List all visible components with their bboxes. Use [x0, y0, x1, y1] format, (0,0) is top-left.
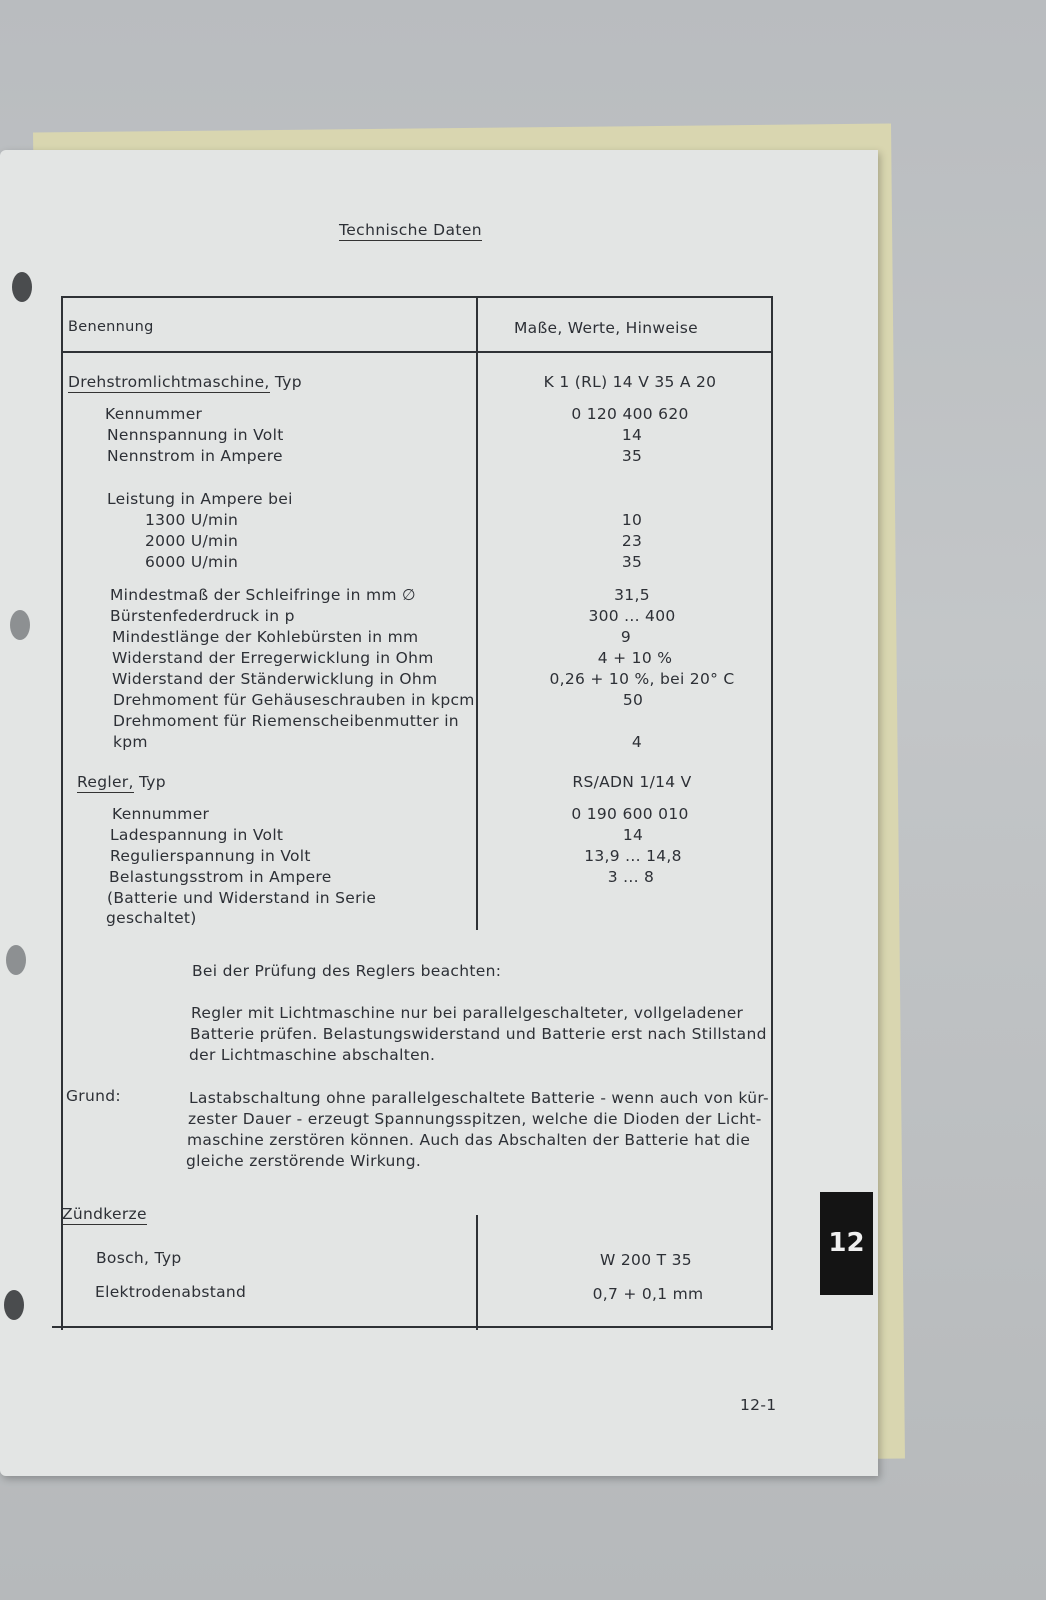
reason-line: zester Dauer - erzeugt Spannungsspitzen, welche die Dioden der Licht-: [188, 1110, 762, 1128]
row-value: 0 190 600 010: [571, 805, 689, 823]
row-label: geschaltet): [106, 909, 197, 927]
table-top-border: [61, 296, 773, 298]
row-label: Kennummer: [105, 405, 203, 423]
row-label: 6000 U/min: [145, 553, 239, 571]
reason-line: Lastabschaltung ohne parallelgeschaltete Batterie - wenn auch von kür-: [189, 1089, 769, 1107]
page-title: Technische Daten: [339, 221, 483, 239]
spark-plug-label: [62, 1205, 147, 1223]
row-label: Drehmoment für Gehäuseschrauben in kpcm: [113, 691, 475, 709]
punch-hole: [12, 272, 32, 302]
row-label: Bosch, Typ: [96, 1249, 182, 1267]
reason-line: gleiche zerstörende Wirkung.: [186, 1152, 422, 1170]
page-number: 12-1: [740, 1396, 777, 1414]
header-benennung: Benennung: [68, 319, 154, 335]
row-label: Widerstand der Erregerwicklung in Ohm: [112, 649, 434, 667]
regulator-label-text: Regler,: [77, 773, 134, 791]
header-werte: Maße, Werte, Hinweise: [513, 319, 699, 337]
row-label: Elektrodenabstand: [95, 1283, 247, 1301]
row-label: 1300 U/min: [145, 511, 239, 529]
alternator-label-suffix: Typ: [274, 373, 302, 391]
row-value: 14: [621, 426, 643, 444]
row-value: 0,7 + 0,1 mm: [592, 1285, 704, 1303]
row-label: kpm: [113, 733, 148, 751]
row-label: Bürstenfederdruck in p: [110, 607, 295, 625]
table-header-border: [61, 351, 773, 353]
table-bottom-border: [52, 1326, 773, 1328]
regulator-label-suffix: Typ: [138, 773, 166, 791]
row-value: 300 ... 400: [588, 607, 676, 625]
row-value: 50: [622, 691, 644, 709]
row-label: Nennstrom in Ampere: [107, 447, 283, 465]
row-label: Mindestlänge der Kohlebürsten in mm: [112, 628, 419, 646]
table-left-border: [61, 296, 63, 1330]
notes-heading: Bei der Prüfung des Reglers beachten:: [192, 962, 502, 980]
row-value: 3 ... 8: [607, 868, 655, 886]
row-value: 23: [621, 532, 643, 550]
row-label: (Batterie und Widerstand in Serie: [107, 889, 377, 907]
punch-hole: [10, 610, 30, 640]
alternator-type-value: K 1 (RL) 14 V 35 A 20: [543, 373, 717, 391]
row-value: 10: [621, 511, 643, 529]
notes-paragraph-line: Regler mit Lichtmaschine nur bei parallelgeschalteter, vollgeladener: [191, 1004, 744, 1022]
row-label: Drehmoment für Riemenscheibenmutter in: [113, 712, 459, 730]
column-divider-upper: [476, 296, 478, 930]
row-label: Ladespannung in Volt: [110, 826, 284, 844]
row-value: 9: [620, 628, 632, 646]
regulator-type-value: RS/ADN 1/14 V: [572, 773, 692, 791]
reason-line: maschine zerstören können. Auch das Abschalten der Batterie hat die: [187, 1131, 751, 1149]
row-value: 4: [631, 733, 643, 751]
notes-paragraph-line: Batterie prüfen. Belastungswiderstand und Batterie erst nach Stillstand: [190, 1025, 767, 1043]
reason-label: Grund:: [66, 1087, 121, 1105]
punch-hole: [6, 945, 26, 975]
row-value: 13,9 ... 14,8: [584, 847, 682, 865]
row-value: 0,26 + 10 %, bei 20° C: [549, 670, 735, 688]
row-label: Kennummer: [112, 805, 210, 823]
row-label: Belastungsstrom in Ampere: [109, 868, 332, 886]
regulator-label: [77, 773, 166, 791]
row-value: 35: [621, 553, 643, 571]
row-value: 31,5: [614, 586, 650, 604]
row-label: Widerstand der Ständerwicklung in Ohm: [112, 670, 438, 688]
row-value: W 200 T 35: [600, 1251, 692, 1269]
section-tab: 12: [820, 1192, 873, 1295]
row-value: 35: [621, 447, 643, 465]
row-value: 14: [622, 826, 644, 844]
column-divider-lower: [476, 1215, 478, 1330]
row-value: 0 120 400 620: [571, 405, 689, 423]
row-label: Regulierspannung in Volt: [110, 847, 311, 865]
row-value: 4 + 10 %: [597, 649, 673, 667]
row-label: 2000 U/min: [145, 532, 239, 550]
row-label: Nennspannung in Volt: [107, 426, 284, 444]
punch-hole: [4, 1290, 24, 1320]
spark-plug-label-text: Zündkerze: [62, 1205, 147, 1223]
row-label: Mindestmaß der Schleifringe in mm ∅: [110, 586, 416, 604]
alternator-label: [68, 373, 302, 391]
notes-paragraph-line: der Lichtmaschine abschalten.: [189, 1046, 436, 1064]
alternator-label-text: Drehstromlichtmaschine,: [68, 373, 270, 391]
power-heading: Leistung in Ampere bei: [107, 490, 293, 508]
